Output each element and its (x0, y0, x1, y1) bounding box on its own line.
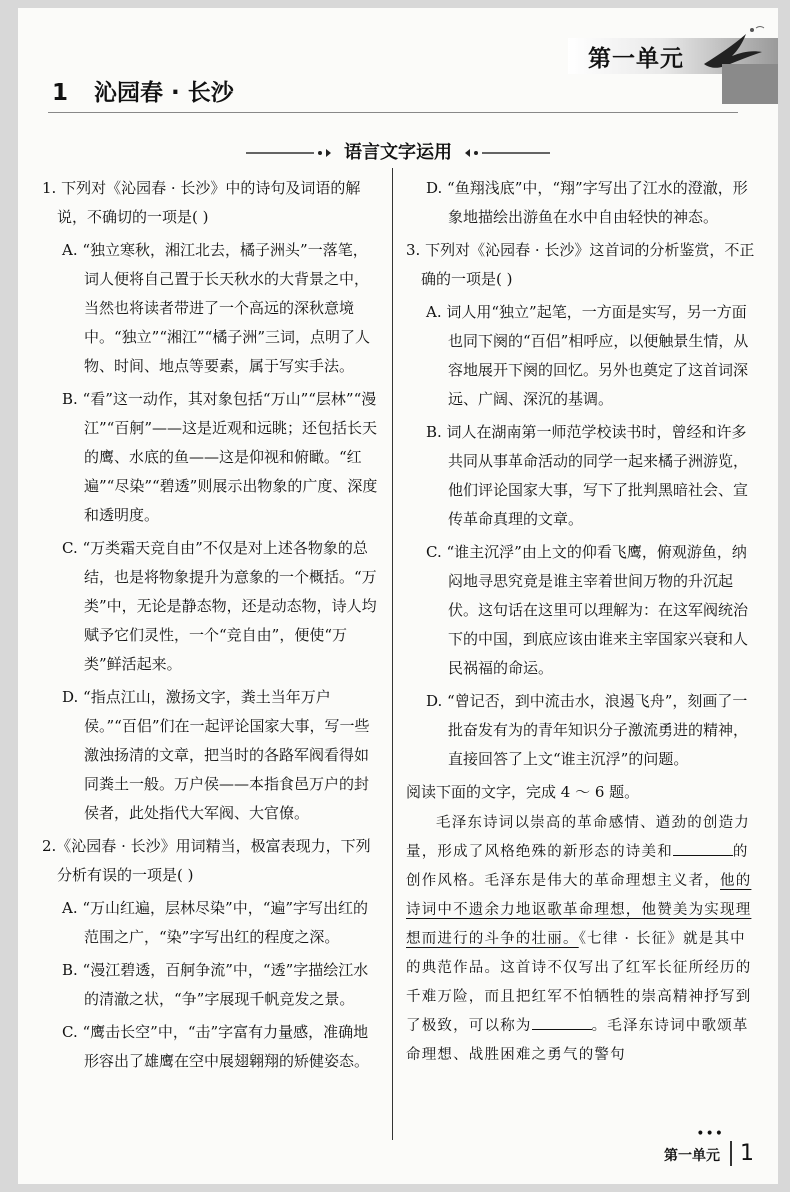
page-number: 1 (730, 1141, 754, 1166)
fill-blank-1 (673, 841, 733, 856)
lesson-number: 1 (52, 80, 69, 106)
question-3-option-a: A. 词人用“独立”起笔，一方面是实写，另一方面也同下阕的“百侣”相呼应，以便触景生情，从容地展开下阕的回忆。另外也奠定了这首词深远、广阔、深沉的基调。 (426, 303, 749, 408)
question-2-option-d: D. “鱼翔浅底”中，“翔”字写出了江水的澄澈，形象地描绘出游鱼在水中自由轻快的神态。 (426, 179, 748, 226)
section-heading (18, 138, 778, 164)
left-ornament-icon (246, 148, 332, 158)
right-ornament-icon (464, 148, 550, 158)
reading-passage (406, 809, 756, 1070)
lesson-title-text: 沁园春 · 长沙 (94, 80, 234, 106)
question-2-option-a: A. “万山红遍，层林尽染”中，“遍”字写出红的范围之广，“染”字写出红的程度之深。 (62, 899, 369, 946)
question-1-option-a: A. “独立寒秋，湘江北去，橘子洲头”一落笔，词人便将自己置于长天秋水的大背景之中，当然也将读者带进了一个高远的深秋意境中。“独立”“湘江”“橘子洲”三词，点明了人物、时间、地点等要素，属于写实手法。 (62, 241, 371, 375)
question-3-option-c: C. “谁主沉浮”由上文的仰看飞鹰，俯观游鱼，纳闷地寻思究竟是谁主宰着世间万物的升沉起伏。这句话在这里可以理解为：在这军阀统治下的中国，到底应该由谁来主宰国家兴衰和人民祸福的命运。 (426, 543, 749, 677)
unit-tab-marker (722, 64, 778, 104)
question-1-option-c: C. “万类霜天竞自由”不仅是对上述各物象的总结，也是将物象提升为意象的一个概括。“万类”中，无论是静态物，还是动态物，诗人均赋予它们灵性，一个“竞自由”，便使“万类”鲜活起来。 (62, 539, 377, 673)
question-3-stem: 3. 下列对《沁园春 · 长沙》这首词的分析鉴赏，不正确的一项是( ) (406, 241, 755, 288)
passage-text-4: 。毛泽东诗词中歌颂革命理想、战胜困难之勇气的警句 (406, 1018, 749, 1063)
fill-blank-2 (532, 1015, 592, 1030)
textbook-page (18, 8, 778, 1184)
question-3-option-b: B. 词人在湖南第一师范学校读书时，曾经和许多共同从事革命活动的同学一起来橘子洲游览，他们评论国家大事，写下了批判黑暗社会、宣传革命真理的文章。 (426, 423, 749, 528)
passage-text-3: 《七律 · 长征》就是其中的典范作品。这首诗不仅写出了红军长征所经历的千难万险，而且把红军不怕牺牲的崇高精神抒写到了极致，可以称为 (406, 931, 752, 1034)
footer-unit-label: 第一单元 (664, 1148, 720, 1164)
question-1-stem: 1. 下列对《沁园春 · 长沙》中的诗句及词语的解说，不确切的一项是( ) (42, 179, 361, 226)
lesson-title (52, 74, 234, 107)
passage-text-1: 毛泽东诗词以崇高的革命感情、遒劲的创造力量，形成了风格绝殊的新形态的诗美和 (406, 815, 750, 860)
passage-text-2: 的创作风格。毛泽东是伟大的革命理想主义者， (406, 844, 749, 889)
page-footer (664, 1141, 754, 1166)
right-column (406, 174, 756, 1070)
question-1-option-d: D. “指点江山，激扬文字，粪土当年万户侯。”“百侣”们在一起评论国家大事，写一些激浊扬清的文章，把当时的各路军阀看得如同粪土一般。万户侯——本指食邑万户的封侯者，此处指代大军阀、大官僚。 (62, 688, 370, 822)
column-divider (392, 168, 393, 1140)
title-rule (48, 112, 738, 113)
question-2-stem: 2.《沁园春 · 长沙》用词精当，极富表现力，下列分析有误的一项是( ) (42, 837, 371, 884)
left-column (42, 174, 382, 1080)
section-title: 语言文字运用 (344, 142, 452, 163)
question-3-option-d: D. “曾记否，到中流击水，浪遏飞舟”，刻画了一批奋发有为的青年知识分子激流勇进的精神，直接回答了上文“谁主沉浮”的问题。 (426, 692, 749, 768)
question-2-option-b: B. “漫江碧透，百舸争流”中，“透”字描绘江水的清澈之状，“争”字展现千帆竞发之景。 (62, 961, 369, 1008)
question-2-option-c: C. “鹰击长空”中，“击”字富有力量感，准确地形容出了雄鹰在空中展翅翱翔的矫健姿态。 (62, 1023, 370, 1070)
underlined-sentence: 他的诗词中不遗余力地讴歌革命理想，他赞美为实现理想而进行的斗争的壮丽。 (406, 873, 752, 947)
reading-intro: 阅读下面的文字，完成 4 ～ 6 题。 (406, 783, 640, 801)
footer-dots: ••• (696, 1126, 724, 1142)
question-1-option-b: B. “看”这一动作，其对象包括“万山”“层林”“漫江”“百舸”——这是近观和远眺；还包括长天的鹰、水底的鱼——这是仰视和俯瞰。“红遍”“尽染”“碧透”则展示出物象的广度、深度和透明度。 (62, 390, 378, 524)
unit-title: 第一单元 (588, 46, 684, 72)
